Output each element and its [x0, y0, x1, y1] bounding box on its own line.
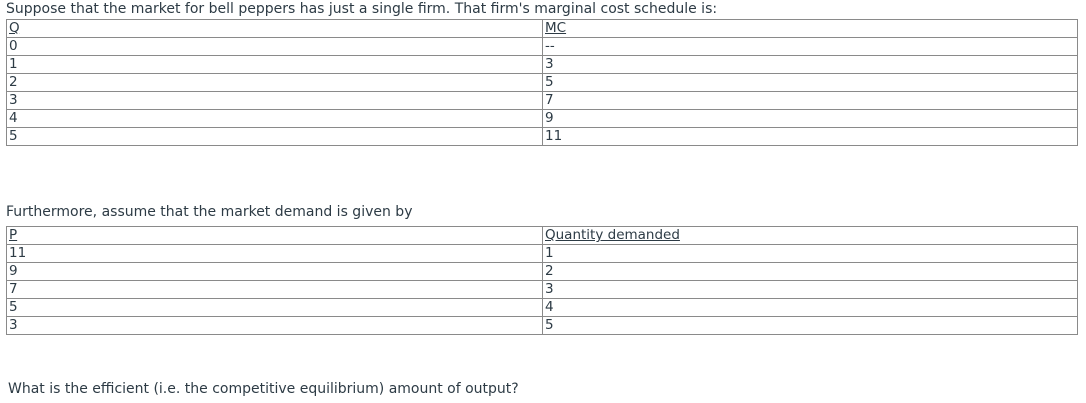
table-row: [7, 281, 1078, 299]
cell-q: 4: [7, 110, 543, 128]
table-row: [7, 245, 1078, 263]
cell-p: 5: [7, 299, 543, 317]
market-demand-table: [6, 226, 1078, 335]
table-header-row: [7, 227, 1078, 245]
cell-q: 5: [7, 128, 543, 146]
table-row: [7, 128, 1078, 146]
cell-p: 11: [7, 245, 543, 263]
column-header-quantity-demanded: Quantity demanded: [543, 227, 1078, 245]
column-header-mc: MC: [543, 20, 1078, 38]
table-header-row: [7, 20, 1078, 38]
cell-mc: --: [543, 38, 1078, 56]
table-row: [7, 38, 1078, 56]
cell-quantity: 4: [543, 299, 1078, 317]
question-text: What is the efficient (i.e. the competitive equilibrium) amount of output?: [8, 381, 519, 397]
cell-q: 2: [7, 74, 543, 92]
demand-intro: Furthermore, assume that the market demand is given by: [6, 204, 413, 220]
marginal-cost-table: [6, 19, 1078, 146]
column-header-q: Q: [7, 20, 543, 38]
cell-q: 0: [7, 38, 543, 56]
cell-quantity: 3: [543, 281, 1078, 299]
cell-q: 1: [7, 56, 543, 74]
problem-intro: Suppose that the market for bell peppers has just a single firm. That firm's marginal cost schedule is:: [6, 1, 718, 17]
cell-p: 3: [7, 317, 543, 335]
cell-quantity: 1: [543, 245, 1078, 263]
table-row: [7, 299, 1078, 317]
cell-p: 9: [7, 263, 543, 281]
table-row: [7, 317, 1078, 335]
cell-mc: 9: [543, 110, 1078, 128]
cell-q: 3: [7, 92, 543, 110]
cell-mc: 3: [543, 56, 1078, 74]
table-row: [7, 74, 1078, 92]
cell-p: 7: [7, 281, 543, 299]
cell-quantity: 2: [543, 263, 1078, 281]
cell-mc: 7: [543, 92, 1078, 110]
table-row: [7, 263, 1078, 281]
table-row: [7, 110, 1078, 128]
table-row: [7, 92, 1078, 110]
cell-mc: 11: [543, 128, 1078, 146]
column-header-p: P: [7, 227, 543, 245]
cell-quantity: 5: [543, 317, 1078, 335]
table-row: [7, 56, 1078, 74]
cell-mc: 5: [543, 74, 1078, 92]
